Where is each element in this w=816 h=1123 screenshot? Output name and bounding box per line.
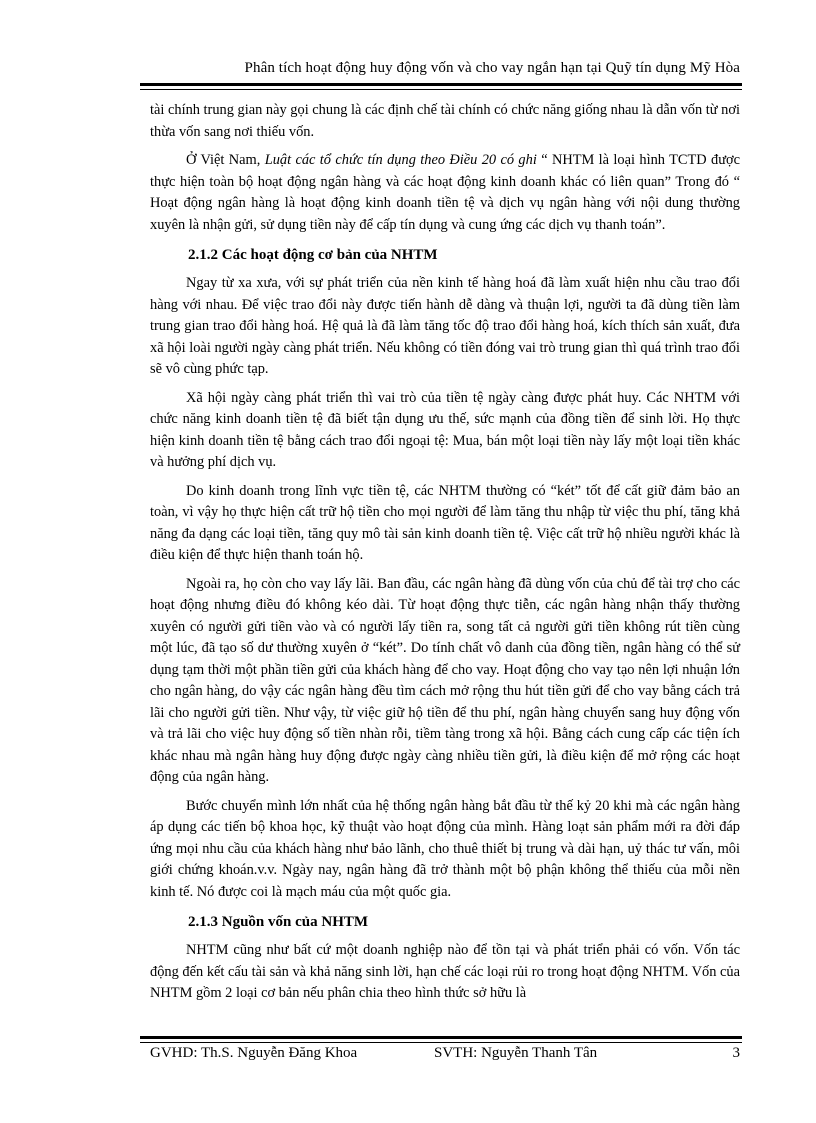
- footer-advisor: GVHD: Th.S. Nguyễn Đăng Khoa: [150, 1045, 358, 1061]
- page-header-title: Phân tích hoạt động huy động vốn và cho vay ngắn hạn tại Quỹ tín dụng Mỹ Hòa: [244, 60, 740, 76]
- section-heading-2-1-2: 2.1.2 Các hoạt động cơ bản của NHTM: [188, 247, 438, 263]
- paragraph-2-italic: Luật các tổ chức tín dụng theo Điều 20 có ghi: [264, 152, 537, 168]
- header-rule-thick: [140, 83, 742, 86]
- paragraph-2-lead: Ở Việt Nam,: [186, 152, 265, 168]
- paragraph-8: NHTM cũng như bất cứ một doanh nghiệp nào để tồn tại và phát triển phải có vốn. Vốn tác động đến kết cấu tài sản và khả năng sinh lời, hạn chế các loại rủi ro trong hoạt động NHTM. Vốn của NHTM gồm 2 loại cơ bản nếu phân chia theo hình thức sở hữu là: [150, 942, 740, 1001]
- paragraph-5: Do kinh doanh trong lĩnh vực tiền tệ, các NHTM thường có “két” tốt để cất giữ đảm bảo an toàn, vì vậy họ thực hiện cất trữ hộ tiền cho mọi người để làm tăng thu nhập từ việc thu phí, tăng khả năng đa dạng các loại tiền, tăng quy mô tài sản kinh doanh tiền tệ. Việc cất trữ hộ nhiều người khác là điều kiện để thực hiện thanh toán hộ.: [150, 482, 740, 563]
- paragraph-1: tài chính trung gian này gọi chung là các định chế tài chính có chức năng giống nhau là dẫn vốn từ nơi thừa vốn sang nơi thiếu vốn.: [150, 102, 740, 140]
- footer-student: SVTH: Nguyễn Thanh Tân: [434, 1045, 598, 1061]
- footer-rule-thick: [140, 1036, 742, 1039]
- page-footer: [150, 1045, 740, 1067]
- page-number: 3: [732, 1045, 740, 1061]
- section-heading-2-1-3: 2.1.3 Nguồn vốn của NHTM: [188, 914, 369, 930]
- header-rule-thin: [140, 89, 742, 90]
- footer-rule-thin: [140, 1042, 742, 1043]
- paragraph-4: Xã hội ngày càng phát triển thì vai trò của tiền tệ ngày càng được phát huy. Các NHTM với chức năng kinh doanh tiền tệ đã biết tận dụng ưu thế, sức mạnh của đồng tiền để sinh lời. Họ thực hiện kinh doanh tiền tệ bằng cách trao đổi ngoại tệ: Mua, bán một loại tiền này lấy một loại tiền khác và hưởng phí dịch vụ.: [150, 389, 740, 470]
- paragraph-2-rest: “ NHTM là loại hình TCTD được thực hiện toàn bộ hoạt động ngân hàng và các hoạt động kinh doanh khác có liên quan” Trong đó “ Hoạt động ngân hàng là hoạt động kinh doanh tiền tệ và dịch vụ ngân hàng với nội dung thường xuyên là nhận gửi, sử dụng tiền này để cấp tín dụng và cung ứng các dịch vụ thanh toán”.: [150, 152, 740, 233]
- paragraph-6: Ngoài ra, họ còn cho vay lấy lãi. Ban đầu, các ngân hàng đã dùng vốn của chủ để tài trợ cho các hoạt động nhưng điều đó không kéo dài. Từ hoạt động thực tiễn, các ngân hàng nhận thấy thường xuyên có người gửi tiền vào và có người lấy tiền ra, song tất cả người gửi tiền không rút tiền cùng một lúc, đã tạo số dư thường xuyên ở “két”. Do tính chất vô danh của đồng tiền, ngân hàng có thể sử dụng tạm thời một phần tiền gửi của khách hàng để cho vay. Hoạt động cho vay tạo nên lợi nhuận lớn cho ngân hàng, do vậy các ngân hàng đều tìm cách mở rộng thu hút tiền gửi để cho vay bằng cách trả lãi cho người gửi tiền. Như vậy, từ việc giữ hộ tiền để thu phí, ngân hàng chuyển sang huy động vốn và trả lãi cho việc huy động số tiền nhàn rỗi, tiềm tàng trong xã hội. Bằng cách cung cấp các tiện ích khác nhau mà ngân hàng huy động được ngày càng nhiều tiền gửi, là điều kiện để mở rộng các hoạt động của ngân hàng.: [150, 575, 740, 785]
- paragraph-2: [150, 150, 740, 236]
- paragraph-3: Ngay từ xa xưa, với sự phát triển của nền kinh tế hàng hoá đã làm xuất hiện nhu cầu trao đổi hàng với nhau. Để việc trao đổi này được tiến hành dễ dàng và thuận lợi, người ta đã dùng tiền làm trung gian trao đổi hàng hoá. Hệ quả là đã làm tăng tốc độ trao đổi hàng hoá, kích thích sản xuất, đưa xã hội loài người ngày càng phát triển. Nếu không có tiền đóng vai trò trung gian thì quá trình trao đổi sẽ vô cùng phức tạp.: [150, 275, 740, 377]
- page-body: [150, 100, 740, 1012]
- paragraph-7: Bước chuyển mình lớn nhất của hệ thống ngân hàng bắt đầu từ thế kỷ 20 khi mà các ngân hàng áp dụng các tiến bộ khoa học, kỹ thuật vào hoạt động của mình. Hàng loạt sản phẩm mới ra đời đáp ứng mọi nhu cầu của khách hàng như bảo lãnh, cho thuê thiết bị trung và dài hạn, uỷ thác tư vấn, môi giới chứng khoán.v.v. Ngày nay, ngân hàng đã trở thành một bộ phận không thể thiếu của mỗi nền kinh tế. Nó được coi là mạch máu của một quốc gia.: [150, 797, 740, 900]
